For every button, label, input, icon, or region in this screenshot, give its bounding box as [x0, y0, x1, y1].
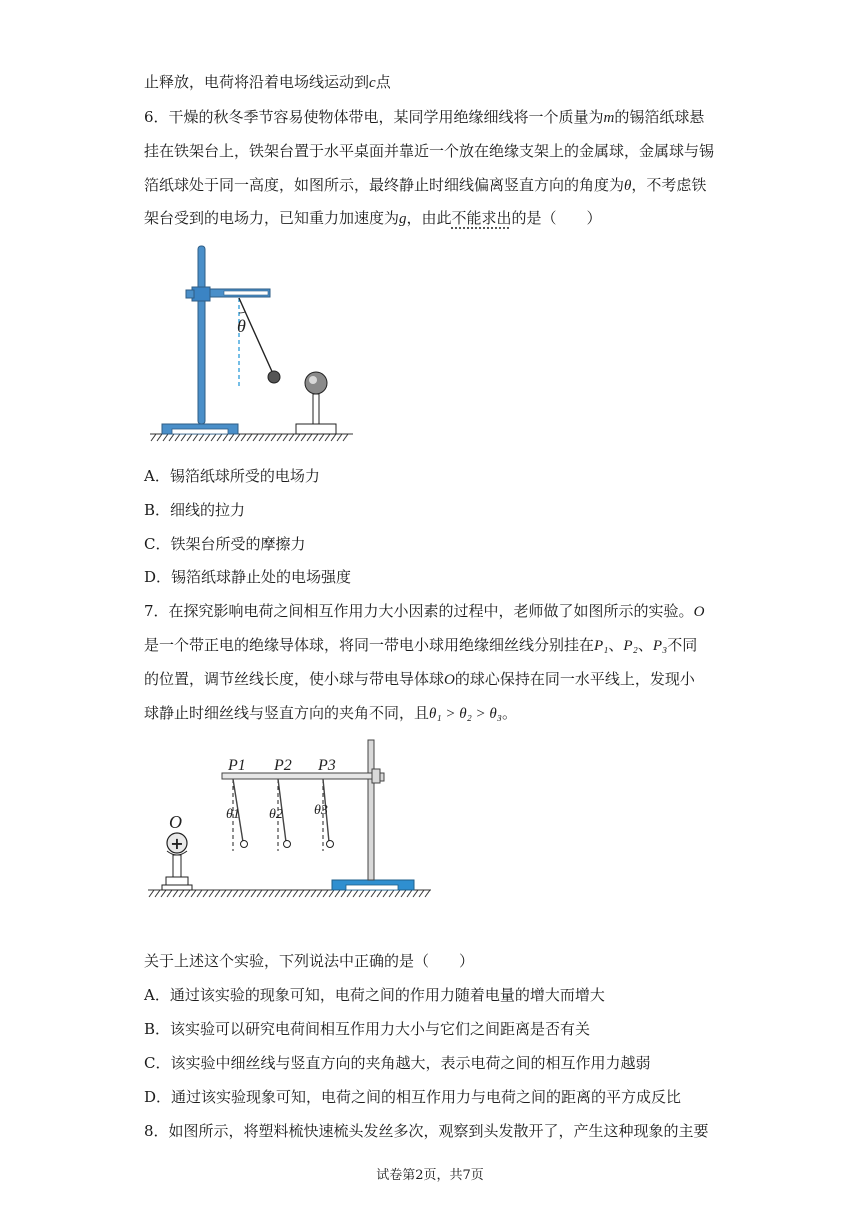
hatch-mark	[235, 434, 240, 441]
q6-option-a[interactable]: A．锡箔纸球所受的电场力	[144, 467, 320, 485]
q7-text: 是一个带正电的绝缘导体球，将同一带电小球用绝缘细丝线分别挂在	[144, 636, 595, 654]
q6-text: 的是（ ）	[511, 209, 602, 227]
hatch-mark	[343, 434, 348, 441]
angle-theta3: θ3	[314, 803, 328, 818]
hatch-mark	[319, 434, 324, 441]
hatch-mark	[199, 434, 204, 441]
hatch-mark	[211, 434, 216, 441]
thread	[239, 298, 274, 376]
hatch-mark	[335, 890, 340, 897]
hatch-mark	[155, 890, 160, 897]
q7-option-c[interactable]: C．该实验中细丝线与竖直方向的夹角越大，表示电荷之间的相互作用力越弱	[144, 1054, 651, 1072]
hatch-mark	[311, 890, 316, 897]
foil-ball	[268, 371, 280, 383]
q7-stem-line-1	[144, 601, 704, 622]
q7-var-p3: P₃	[652, 638, 668, 654]
hatch-mark	[419, 890, 424, 897]
theta-label: θ	[237, 316, 246, 336]
hatch-mark	[389, 890, 394, 897]
plus-sign: +	[170, 834, 184, 853]
q7-option-a[interactable]: A．通过该实验的现象可知，电荷之间的作用力随着电量的增大而增大	[144, 986, 605, 1004]
hatch-mark	[271, 434, 276, 441]
hatch-mark	[347, 890, 352, 897]
hatch-mark	[395, 890, 400, 897]
stand-rod	[368, 740, 374, 880]
q7-figure	[146, 735, 436, 905]
hatch-mark	[265, 434, 270, 441]
hatch-mark	[161, 890, 166, 897]
q7-text: 不同	[667, 636, 698, 654]
q6-option-b[interactable]: B．细线的拉力	[144, 501, 246, 519]
q6-text: 箔纸球处于同一高度，如图所示，最终静止时细线偏离竖直方向的角度为	[144, 176, 625, 194]
hatch-mark	[233, 890, 238, 897]
hatch-mark	[275, 890, 280, 897]
hatch-mark	[221, 890, 226, 897]
hatch-mark	[331, 434, 336, 441]
hatch-mark	[187, 434, 192, 441]
hatch-mark	[401, 890, 406, 897]
hatch-mark	[289, 434, 294, 441]
charged-ball-1	[241, 841, 248, 848]
hatch-mark	[251, 890, 256, 897]
hatch-mark	[245, 890, 250, 897]
hatch-mark	[323, 890, 328, 897]
hatch-mark	[293, 890, 298, 897]
q6-emphasis: 不能求出	[451, 209, 512, 227]
hatch-mark	[167, 890, 172, 897]
angle-theta1: θ1	[226, 807, 240, 822]
q7-text: 球静止时细丝线与竖直方向的夹角不同，且	[144, 704, 430, 722]
metal-ball	[305, 372, 327, 394]
hatch-mark	[299, 890, 304, 897]
previous-question-tail	[144, 72, 391, 93]
hatch-mark	[305, 890, 310, 897]
hatch-mark	[277, 434, 282, 441]
angle-theta2: θ2	[269, 807, 283, 822]
hatch-mark	[317, 890, 322, 897]
tail-text: 止释放，电荷将沿着电场线运动到	[144, 73, 370, 91]
q6-stem-line-2	[144, 141, 714, 161]
hatch-mark	[229, 434, 234, 441]
hatch-mark	[215, 890, 220, 897]
q6-text: 架台受到的电场力，已知重力加速度为	[144, 209, 400, 227]
hatch-mark	[193, 434, 198, 441]
q7-stem-line-4	[144, 703, 517, 724]
hatch-mark	[383, 890, 388, 897]
hatch-mark	[377, 890, 382, 897]
q7-var-p1: P₁	[594, 638, 609, 654]
clamp	[372, 769, 380, 783]
q7-angle-inequality: θ₁ > θ₂ > θ₃	[429, 706, 503, 722]
hatch-mark	[241, 434, 246, 441]
q7-var-p2: P₂	[623, 638, 638, 654]
hatch-mark	[329, 890, 334, 897]
tail-end: 点	[375, 73, 391, 91]
q7-text: 7．在探究影响电荷之间相互作用力大小因素的过程中，老师做了如图所示的实验。	[144, 602, 694, 620]
hatch-mark	[179, 890, 184, 897]
hatch-mark	[295, 434, 300, 441]
q8-stem-line-1: 8．如图所示，将塑料梳快速梳头发丝多次，观察到头发散开了，产生这种现象的主要	[144, 1122, 709, 1140]
hatch-mark	[365, 890, 370, 897]
hatch-mark	[337, 434, 342, 441]
label-p3: P3	[318, 757, 336, 774]
q7-stem-line-3	[144, 669, 695, 690]
hatch-mark	[359, 890, 364, 897]
hatch-mark	[217, 434, 222, 441]
hatch-mark	[353, 890, 358, 897]
charged-ball-2	[284, 841, 291, 848]
hatch-mark	[173, 890, 178, 897]
hatch-mark	[425, 890, 430, 897]
hatch-mark	[283, 434, 288, 441]
q6-text: 的锡箔纸球悬	[614, 108, 705, 126]
q6-stem-line-1	[144, 107, 704, 128]
support-base	[162, 885, 192, 890]
hatch-mark	[247, 434, 252, 441]
stand-rod	[198, 246, 205, 424]
q7-text: 的位置，调节丝线长度，使小球与带电导体球	[144, 670, 445, 688]
q6-var-m: m	[603, 110, 615, 126]
label-o: O	[169, 812, 182, 832]
q7-text: 。	[502, 704, 518, 722]
label-p2: P2	[274, 757, 292, 774]
q6-text: 6．干燥的秋冬季节容易使物体带电，某同学用绝缘细线将一个质量为	[144, 108, 604, 126]
hatch-mark	[307, 434, 312, 441]
hatch-mark	[263, 890, 268, 897]
hatch-mark	[149, 890, 154, 897]
hatch-mark	[209, 890, 214, 897]
label-p1: P1	[228, 757, 246, 774]
q6-text: ，由此	[406, 209, 452, 227]
hatch-mark	[191, 890, 196, 897]
q6-var-g: g	[399, 211, 407, 227]
hatch-mark	[301, 434, 306, 441]
hatch-mark	[157, 434, 162, 441]
hatch-mark	[281, 890, 286, 897]
hatch-mark	[407, 890, 412, 897]
hatch-mark	[151, 434, 156, 441]
hatch-mark	[169, 434, 174, 441]
q6-figure	[148, 240, 358, 445]
q7-option-d[interactable]: D．通过该实验现象可知，电荷之间的相互作用力与电荷之间的距离的平方成反比	[144, 1088, 682, 1106]
q7-stem-line-2	[144, 635, 697, 656]
hatch-mark	[325, 434, 330, 441]
q7-question: 关于上述这个实验，下列说法中正确的是（ ）	[144, 952, 475, 970]
hatch-mark	[181, 434, 186, 441]
ground-hatch	[149, 890, 430, 897]
q6-stem-line-3	[144, 175, 706, 196]
stand-clamp	[192, 287, 210, 301]
hatch-mark	[259, 434, 264, 441]
hatch-mark	[341, 890, 346, 897]
hatch-mark	[185, 890, 190, 897]
hatch-mark	[313, 434, 318, 441]
hatch-mark	[413, 890, 418, 897]
q6-stem-line-4	[144, 208, 602, 229]
charged-ball-3	[327, 841, 334, 848]
insulating-support	[313, 394, 319, 424]
page-footer: 试卷第2页，共7页	[376, 1168, 484, 1183]
separator: 、	[637, 636, 653, 654]
hatch-mark	[205, 434, 210, 441]
hatch-mark	[287, 890, 292, 897]
hatch-mark	[269, 890, 274, 897]
q7-text: 的球心保持在同一水平线上，发现小	[454, 670, 695, 688]
q6-text: ，不考虑铁	[631, 176, 707, 194]
q6-text: 挂在铁架台上，铁架台置于水平桌面并靠近一个放在绝缘支架上的金属球，金属球与锡	[144, 142, 715, 160]
hatch-mark	[253, 434, 258, 441]
separator: 、	[608, 636, 624, 654]
hatch-mark	[257, 890, 262, 897]
hatch-mark	[175, 434, 180, 441]
ground-hatch	[150, 434, 353, 441]
q6-option-c[interactable]: C．铁架台所受的摩擦力	[144, 535, 306, 553]
hatch-mark	[163, 434, 168, 441]
insulating-support	[173, 855, 181, 877]
hatch-mark	[227, 890, 232, 897]
q6-option-d[interactable]: D．锡箔纸球静止处的电场强度	[144, 568, 352, 586]
q7-var-o: O	[693, 604, 705, 620]
point-c-var: c	[369, 75, 376, 91]
q7-option-b[interactable]: B．该实验可以研究电荷间相互作用力大小与它们之间距离是否有关	[144, 1020, 591, 1038]
hatch-mark	[203, 890, 208, 897]
q6-var-theta: θ	[624, 178, 632, 194]
hatch-mark	[371, 890, 376, 897]
q7-var-o: O	[444, 672, 455, 688]
hatch-mark	[223, 434, 228, 441]
hatch-mark	[239, 890, 244, 897]
support-base	[296, 424, 336, 434]
hatch-mark	[197, 890, 202, 897]
